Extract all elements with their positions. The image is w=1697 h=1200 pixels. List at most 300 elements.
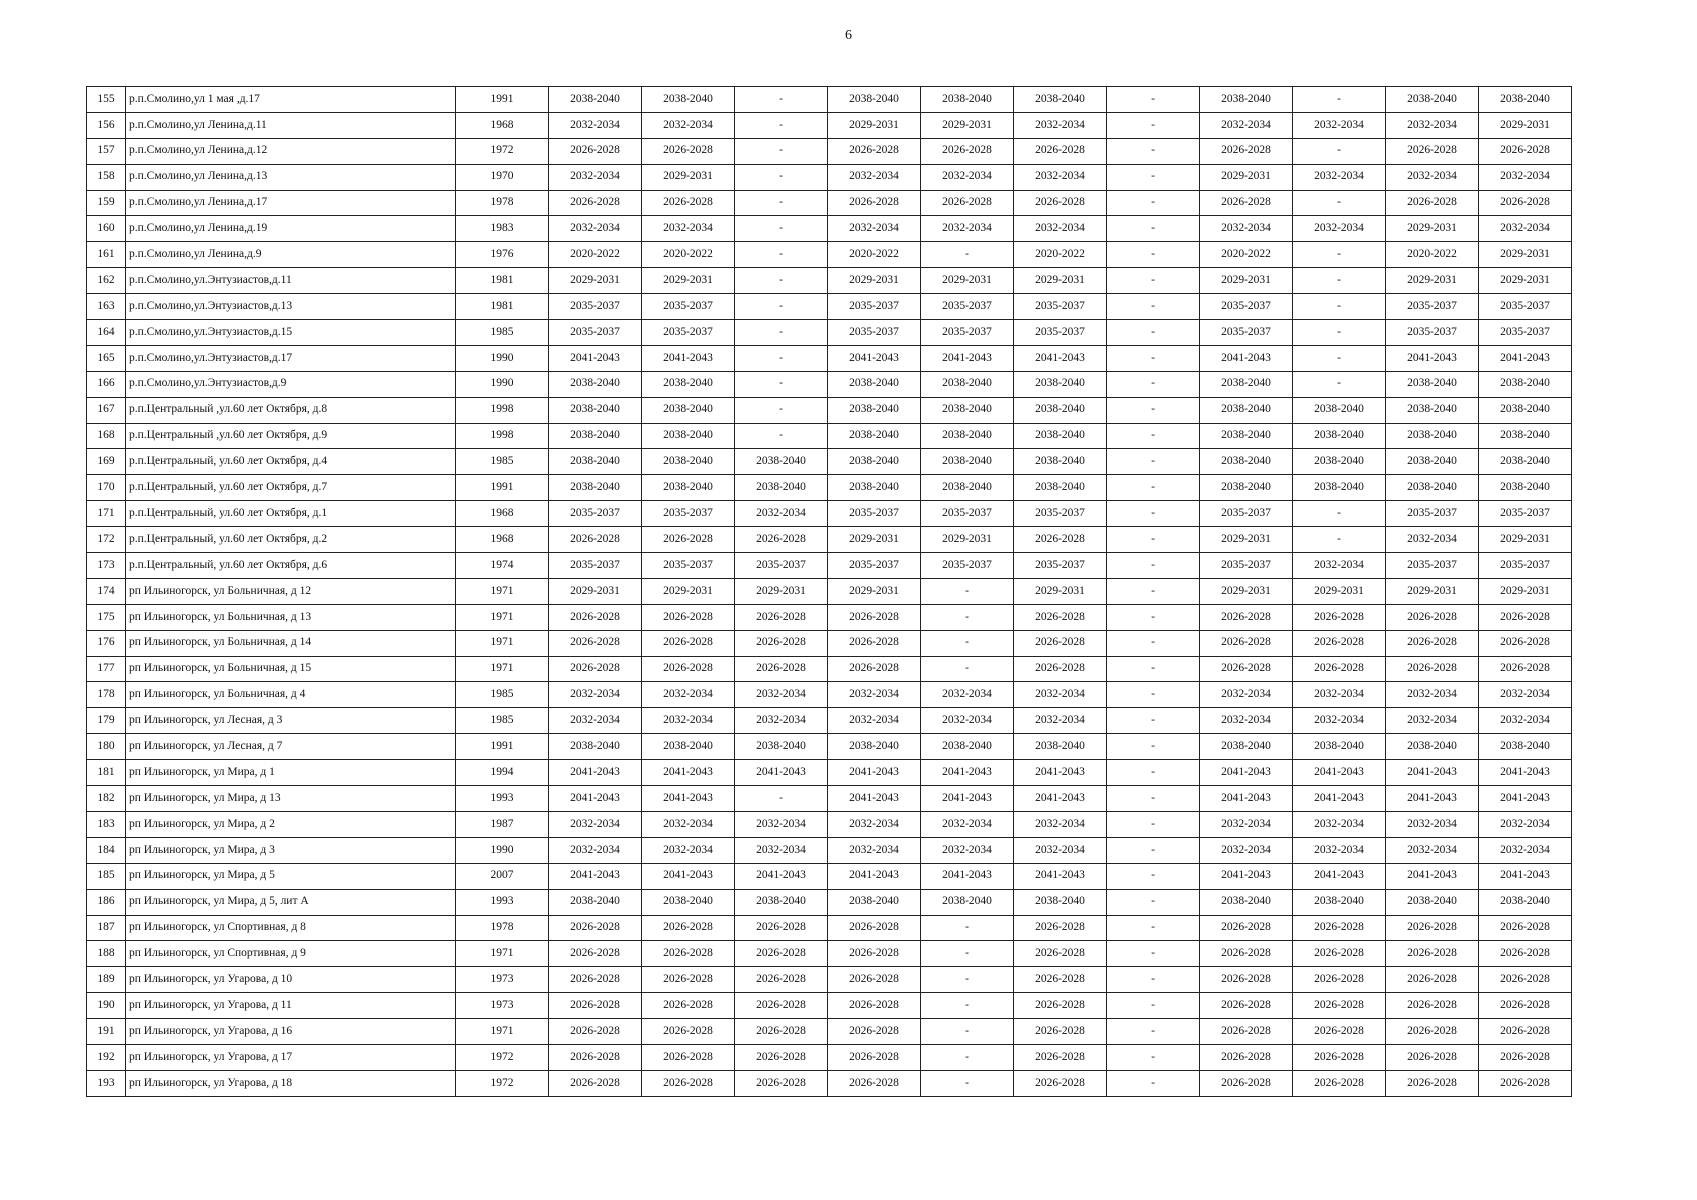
row-number-cell: 158 <box>87 164 126 190</box>
period-cell: 2032-2034 <box>921 164 1014 190</box>
period-cell: 2041-2043 <box>1479 345 1572 371</box>
period-cell: - <box>1107 993 1200 1019</box>
period-cell: 2032-2034 <box>549 708 642 734</box>
period-cell: - <box>921 993 1014 1019</box>
period-cell: 2032-2034 <box>1386 164 1479 190</box>
period-cell: - <box>735 87 828 113</box>
period-cell: 2032-2034 <box>1293 216 1386 242</box>
period-cell: 2029-2031 <box>921 527 1014 553</box>
table-row <box>87 889 1572 915</box>
year-cell: 1985 <box>456 449 549 475</box>
address-cell: рп Ильиногорск, ул Больничная, д 12 <box>126 578 456 604</box>
period-cell: 2032-2034 <box>1293 112 1386 138</box>
period-cell: 2026-2028 <box>735 967 828 993</box>
period-cell: 2026-2028 <box>921 138 1014 164</box>
period-cell: 2038-2040 <box>1386 397 1479 423</box>
period-cell: - <box>1293 268 1386 294</box>
period-cell: 2032-2034 <box>1386 811 1479 837</box>
period-cell: - <box>1107 294 1200 320</box>
period-cell: 2029-2031 <box>1200 578 1293 604</box>
period-cell: 2032-2034 <box>1479 682 1572 708</box>
period-cell: 2038-2040 <box>1293 475 1386 501</box>
period-cell: 2032-2034 <box>1479 708 1572 734</box>
period-cell: - <box>1293 371 1386 397</box>
period-cell: 2026-2028 <box>1479 941 1572 967</box>
period-cell: 2026-2028 <box>1293 1070 1386 1096</box>
year-cell: 1971 <box>456 630 549 656</box>
period-cell: 2026-2028 <box>1014 1070 1107 1096</box>
period-cell: - <box>735 786 828 812</box>
period-cell: 2038-2040 <box>1014 371 1107 397</box>
row-number-cell: 157 <box>87 138 126 164</box>
period-cell: 2038-2040 <box>735 475 828 501</box>
period-cell: - <box>735 190 828 216</box>
year-cell: 1972 <box>456 138 549 164</box>
period-cell: 2026-2028 <box>1200 1019 1293 1045</box>
period-cell: 2026-2028 <box>1014 604 1107 630</box>
period-cell: 2038-2040 <box>1014 397 1107 423</box>
period-cell: 2038-2040 <box>828 449 921 475</box>
period-cell: 2035-2037 <box>1200 501 1293 527</box>
row-number-cell: 169 <box>87 449 126 475</box>
period-cell: 2035-2037 <box>735 553 828 579</box>
period-cell: 2038-2040 <box>828 397 921 423</box>
period-cell: 2026-2028 <box>828 138 921 164</box>
period-cell: 2026-2028 <box>1479 993 1572 1019</box>
period-cell: 2032-2034 <box>828 708 921 734</box>
period-cell: 2038-2040 <box>1479 734 1572 760</box>
period-cell: 2035-2037 <box>1386 553 1479 579</box>
period-cell: 2026-2028 <box>1386 941 1479 967</box>
period-cell: 2026-2028 <box>1479 1070 1572 1096</box>
period-cell: 2038-2040 <box>1479 87 1572 113</box>
period-cell: 2035-2037 <box>1386 320 1479 346</box>
period-cell: 2020-2022 <box>1014 242 1107 268</box>
address-cell: р.п.Смолино,ул Ленина,д.17 <box>126 190 456 216</box>
period-cell: 2029-2031 <box>735 578 828 604</box>
period-cell: 2041-2043 <box>1386 760 1479 786</box>
period-cell: 2032-2034 <box>1293 164 1386 190</box>
table-row <box>87 1070 1572 1096</box>
period-cell: - <box>1107 1044 1200 1070</box>
address-cell: рп Ильиногорск, ул Угарова, д 11 <box>126 993 456 1019</box>
address-cell: р.п.Центральный, ул.60 лет Октября, д.2 <box>126 527 456 553</box>
period-cell: - <box>735 423 828 449</box>
period-cell: 2041-2043 <box>1014 786 1107 812</box>
period-cell: 2038-2040 <box>735 449 828 475</box>
period-cell: 2038-2040 <box>735 889 828 915</box>
period-cell: 2026-2028 <box>1386 656 1479 682</box>
year-cell: 1971 <box>456 578 549 604</box>
period-cell: 2032-2034 <box>1014 811 1107 837</box>
period-cell: 2032-2034 <box>921 216 1014 242</box>
address-cell: рп Ильиногорск, ул Спортивная, д 8 <box>126 915 456 941</box>
period-cell: 2026-2028 <box>1293 915 1386 941</box>
address-cell: р.п.Смолино,ул.Энтузиастов,д.17 <box>126 345 456 371</box>
period-cell: 2032-2034 <box>1014 837 1107 863</box>
year-cell: 1990 <box>456 371 549 397</box>
period-cell: 2026-2028 <box>828 190 921 216</box>
address-cell: р.п.Смолино,ул.Энтузиастов,д.13 <box>126 294 456 320</box>
period-cell: 2038-2040 <box>921 87 1014 113</box>
period-cell: 2026-2028 <box>1386 1019 1479 1045</box>
period-cell: 2035-2037 <box>1479 553 1572 579</box>
period-cell: 2032-2034 <box>1386 708 1479 734</box>
period-cell: 2026-2028 <box>1293 1019 1386 1045</box>
period-cell: - <box>1107 760 1200 786</box>
period-cell: 2032-2034 <box>549 837 642 863</box>
period-cell: 2038-2040 <box>1386 475 1479 501</box>
address-cell: рп Ильиногорск, ул Мира, д 2 <box>126 811 456 837</box>
period-cell: 2032-2034 <box>921 811 1014 837</box>
table-row <box>87 345 1572 371</box>
row-number-cell: 168 <box>87 423 126 449</box>
period-cell: 2041-2043 <box>1479 863 1572 889</box>
row-number-cell: 187 <box>87 915 126 941</box>
period-cell: 2026-2028 <box>1293 604 1386 630</box>
address-cell: р.п.Центральный, ул.60 лет Октября, д.6 <box>126 553 456 579</box>
year-cell: 1981 <box>456 294 549 320</box>
period-cell: 2032-2034 <box>1014 682 1107 708</box>
year-cell: 1985 <box>456 682 549 708</box>
period-cell: 2032-2034 <box>549 216 642 242</box>
period-cell: 2026-2028 <box>1014 915 1107 941</box>
row-number-cell: 163 <box>87 294 126 320</box>
period-cell: 2041-2043 <box>1386 345 1479 371</box>
period-cell: 2035-2037 <box>1479 320 1572 346</box>
period-cell: 2026-2028 <box>549 656 642 682</box>
period-cell: 2041-2043 <box>1293 760 1386 786</box>
schedule-table <box>86 86 1572 1097</box>
period-cell: - <box>921 941 1014 967</box>
period-cell: 2038-2040 <box>1200 449 1293 475</box>
period-cell: - <box>921 1070 1014 1096</box>
row-number-cell: 167 <box>87 397 126 423</box>
period-cell: 2026-2028 <box>1014 1044 1107 1070</box>
period-cell: 2026-2028 <box>1293 993 1386 1019</box>
period-cell: 2029-2031 <box>642 268 735 294</box>
period-cell: 2038-2040 <box>1014 423 1107 449</box>
period-cell: 2041-2043 <box>1014 863 1107 889</box>
period-cell: - <box>1107 786 1200 812</box>
period-cell: 2038-2040 <box>549 87 642 113</box>
address-cell: рп Ильиногорск, ул Лесная, д 7 <box>126 734 456 760</box>
period-cell: - <box>1107 1019 1200 1045</box>
table-row <box>87 553 1572 579</box>
period-cell: 2041-2043 <box>921 786 1014 812</box>
year-cell: 1998 <box>456 397 549 423</box>
address-cell: р.п.Смолино,ул.Энтузиастов,д.11 <box>126 268 456 294</box>
period-cell: 2026-2028 <box>1293 967 1386 993</box>
row-number-cell: 164 <box>87 320 126 346</box>
address-cell: рп Ильиногорск, ул Лесная, д 3 <box>126 708 456 734</box>
period-cell: 2041-2043 <box>549 760 642 786</box>
period-cell: 2032-2034 <box>642 708 735 734</box>
year-cell: 1978 <box>456 915 549 941</box>
table-row <box>87 1019 1572 1045</box>
period-cell: 2038-2040 <box>642 475 735 501</box>
address-cell: рп Ильиногорск, ул Мира, д 5 <box>126 863 456 889</box>
period-cell: 2035-2037 <box>1200 320 1293 346</box>
period-cell: 2038-2040 <box>1200 87 1293 113</box>
period-cell: 2032-2034 <box>642 682 735 708</box>
period-cell: 2026-2028 <box>828 967 921 993</box>
period-cell: 2035-2037 <box>642 320 735 346</box>
period-cell: 2035-2037 <box>828 501 921 527</box>
period-cell: 2026-2028 <box>642 656 735 682</box>
period-cell: 2035-2037 <box>549 294 642 320</box>
period-cell: 2026-2028 <box>921 190 1014 216</box>
period-cell: 2038-2040 <box>549 449 642 475</box>
address-cell: р.п.Центральный ,ул.60 лет Октября, д.8 <box>126 397 456 423</box>
row-number-cell: 184 <box>87 837 126 863</box>
address-cell: р.п.Смолино,ул Ленина,д.13 <box>126 164 456 190</box>
period-cell: 2026-2028 <box>1479 967 1572 993</box>
period-cell: - <box>1107 863 1200 889</box>
period-cell: 2026-2028 <box>1386 1070 1479 1096</box>
period-cell: - <box>1293 242 1386 268</box>
period-cell: 2026-2028 <box>1479 604 1572 630</box>
period-cell: 2026-2028 <box>735 630 828 656</box>
period-cell: 2029-2031 <box>1386 268 1479 294</box>
period-cell: 2041-2043 <box>549 863 642 889</box>
period-cell: 2035-2037 <box>1200 553 1293 579</box>
period-cell: 2032-2034 <box>1200 837 1293 863</box>
table-row <box>87 112 1572 138</box>
period-cell: 2032-2034 <box>1200 682 1293 708</box>
period-cell: 2041-2043 <box>1386 863 1479 889</box>
period-cell: - <box>735 164 828 190</box>
period-cell: 2032-2034 <box>1479 837 1572 863</box>
year-cell: 1971 <box>456 1019 549 1045</box>
period-cell: - <box>1107 682 1200 708</box>
period-cell: - <box>1107 371 1200 397</box>
period-cell: 2032-2034 <box>921 682 1014 708</box>
period-cell: 2035-2037 <box>828 553 921 579</box>
period-cell: 2038-2040 <box>921 397 1014 423</box>
period-cell: 2038-2040 <box>1293 889 1386 915</box>
table-row <box>87 993 1572 1019</box>
period-cell: 2038-2040 <box>642 449 735 475</box>
period-cell: 2032-2034 <box>549 112 642 138</box>
period-cell: 2038-2040 <box>1386 423 1479 449</box>
year-cell: 1970 <box>456 164 549 190</box>
period-cell: - <box>735 294 828 320</box>
period-cell: - <box>735 320 828 346</box>
year-cell: 1990 <box>456 345 549 371</box>
period-cell: 2032-2034 <box>1479 216 1572 242</box>
table-row <box>87 682 1572 708</box>
period-cell: - <box>1107 475 1200 501</box>
period-cell: - <box>1107 604 1200 630</box>
period-cell: 2041-2043 <box>642 786 735 812</box>
period-cell: 2026-2028 <box>549 967 642 993</box>
period-cell: 2038-2040 <box>828 475 921 501</box>
period-cell: - <box>1107 268 1200 294</box>
period-cell: 2032-2034 <box>735 501 828 527</box>
year-cell: 1991 <box>456 475 549 501</box>
period-cell: 2026-2028 <box>642 1019 735 1045</box>
year-cell: 1972 <box>456 1044 549 1070</box>
period-cell: 2038-2040 <box>1479 423 1572 449</box>
period-cell: 2038-2040 <box>642 397 735 423</box>
table-row <box>87 656 1572 682</box>
period-cell: 2026-2028 <box>642 604 735 630</box>
page-number: 6 <box>845 28 852 43</box>
address-cell: рп Ильиногорск, ул Мира, д 5, лит А <box>126 889 456 915</box>
period-cell: 2041-2043 <box>1293 863 1386 889</box>
row-number-cell: 165 <box>87 345 126 371</box>
period-cell: 2026-2028 <box>549 527 642 553</box>
year-cell: 1974 <box>456 553 549 579</box>
period-cell: - <box>735 216 828 242</box>
year-cell: 1985 <box>456 320 549 346</box>
period-cell: 2026-2028 <box>1479 1044 1572 1070</box>
period-cell: 2026-2028 <box>735 1044 828 1070</box>
period-cell: 2029-2031 <box>828 112 921 138</box>
period-cell: 2026-2028 <box>1479 138 1572 164</box>
period-cell: 2038-2040 <box>828 87 921 113</box>
period-cell: 2038-2040 <box>921 449 1014 475</box>
period-cell: 2038-2040 <box>1386 889 1479 915</box>
period-cell: 2026-2028 <box>1200 1070 1293 1096</box>
period-cell: 2041-2043 <box>828 786 921 812</box>
period-cell: 2032-2034 <box>828 682 921 708</box>
period-cell: 2026-2028 <box>642 190 735 216</box>
period-cell: - <box>921 604 1014 630</box>
period-cell: 2035-2037 <box>921 501 1014 527</box>
period-cell: 2029-2031 <box>1200 164 1293 190</box>
period-cell: 2032-2034 <box>921 837 1014 863</box>
period-cell: 2032-2034 <box>1200 811 1293 837</box>
row-number-cell: 174 <box>87 578 126 604</box>
period-cell: 2041-2043 <box>921 345 1014 371</box>
address-cell: рп Ильиногорск, ул Мира, д 3 <box>126 837 456 863</box>
period-cell: 2035-2037 <box>921 320 1014 346</box>
period-cell: 2026-2028 <box>1386 604 1479 630</box>
address-cell: рп Ильиногорск, ул Больничная, д 4 <box>126 682 456 708</box>
period-cell: 2020-2022 <box>1386 242 1479 268</box>
year-cell: 2007 <box>456 863 549 889</box>
year-cell: 1968 <box>456 112 549 138</box>
period-cell: 2032-2034 <box>735 682 828 708</box>
address-cell: р.п.Смолино,ул Ленина,д.11 <box>126 112 456 138</box>
period-cell: 2041-2043 <box>921 760 1014 786</box>
period-cell: 2041-2043 <box>828 863 921 889</box>
period-cell: 2026-2028 <box>828 1070 921 1096</box>
period-cell: - <box>735 397 828 423</box>
year-cell: 1971 <box>456 604 549 630</box>
period-cell: 2038-2040 <box>1014 475 1107 501</box>
period-cell: 2026-2028 <box>642 527 735 553</box>
period-cell: 2038-2040 <box>549 371 642 397</box>
period-cell: 2032-2034 <box>1200 216 1293 242</box>
period-cell: 2032-2034 <box>1479 811 1572 837</box>
period-cell: 2035-2037 <box>549 320 642 346</box>
address-cell: рп Ильиногорск, ул Больничная, д 14 <box>126 630 456 656</box>
period-cell: 2038-2040 <box>828 734 921 760</box>
period-cell: - <box>1107 811 1200 837</box>
period-cell: 2032-2034 <box>1014 112 1107 138</box>
table-row <box>87 371 1572 397</box>
row-number-cell: 179 <box>87 708 126 734</box>
period-cell: 2029-2031 <box>642 164 735 190</box>
period-cell: 2035-2037 <box>642 553 735 579</box>
period-cell: 2026-2028 <box>1014 527 1107 553</box>
period-cell: 2026-2028 <box>1386 630 1479 656</box>
period-cell: 2026-2028 <box>1386 190 1479 216</box>
period-cell: 2026-2028 <box>642 967 735 993</box>
period-cell: 2026-2028 <box>735 604 828 630</box>
table-row <box>87 578 1572 604</box>
period-cell: 2035-2037 <box>921 553 1014 579</box>
period-cell: 2026-2028 <box>549 915 642 941</box>
period-cell: 2038-2040 <box>642 734 735 760</box>
period-cell: - <box>1107 889 1200 915</box>
period-cell: 2026-2028 <box>1014 993 1107 1019</box>
period-cell: 2041-2043 <box>1200 786 1293 812</box>
period-cell: - <box>1293 501 1386 527</box>
period-cell: 2029-2031 <box>549 578 642 604</box>
period-cell: 2035-2037 <box>1386 501 1479 527</box>
period-cell: 2026-2028 <box>549 1044 642 1070</box>
period-cell: 2032-2034 <box>735 811 828 837</box>
period-cell: 2026-2028 <box>1014 138 1107 164</box>
period-cell: 2029-2031 <box>828 268 921 294</box>
table-row <box>87 760 1572 786</box>
year-cell: 1971 <box>456 941 549 967</box>
period-cell: - <box>1107 578 1200 604</box>
table-row <box>87 1044 1572 1070</box>
period-cell: 2029-2031 <box>921 268 1014 294</box>
year-cell: 1971 <box>456 656 549 682</box>
period-cell: 2026-2028 <box>1386 967 1479 993</box>
period-cell: 2026-2028 <box>642 1044 735 1070</box>
period-cell: 2026-2028 <box>1479 630 1572 656</box>
row-number-cell: 192 <box>87 1044 126 1070</box>
table-row <box>87 527 1572 553</box>
period-cell: - <box>735 371 828 397</box>
year-cell: 1987 <box>456 811 549 837</box>
year-cell: 1976 <box>456 242 549 268</box>
period-cell: - <box>1107 1070 1200 1096</box>
period-cell: 2038-2040 <box>828 371 921 397</box>
period-cell: 2038-2040 <box>1386 449 1479 475</box>
period-cell: 2041-2043 <box>1014 760 1107 786</box>
period-cell: 2032-2034 <box>1293 811 1386 837</box>
period-cell: 2026-2028 <box>828 1044 921 1070</box>
period-cell: 2026-2028 <box>1293 630 1386 656</box>
period-cell: 2026-2028 <box>642 138 735 164</box>
period-cell: 2029-2031 <box>828 578 921 604</box>
table-row <box>87 941 1572 967</box>
table-row <box>87 630 1572 656</box>
period-cell: 2026-2028 <box>1014 656 1107 682</box>
period-cell: - <box>735 268 828 294</box>
period-cell: 2026-2028 <box>549 630 642 656</box>
period-cell: 2038-2040 <box>1200 475 1293 501</box>
row-number-cell: 183 <box>87 811 126 837</box>
address-cell: рп Ильиногорск, ул Мира, д 13 <box>126 786 456 812</box>
period-cell: 2026-2028 <box>735 993 828 1019</box>
period-cell: 2026-2028 <box>1200 1044 1293 1070</box>
table-row <box>87 242 1572 268</box>
address-cell: р.п.Смолино,ул Ленина,д.12 <box>126 138 456 164</box>
period-cell: 2032-2034 <box>1386 682 1479 708</box>
period-cell: 2035-2037 <box>1386 294 1479 320</box>
period-cell: 2038-2040 <box>1014 734 1107 760</box>
row-number-cell: 172 <box>87 527 126 553</box>
